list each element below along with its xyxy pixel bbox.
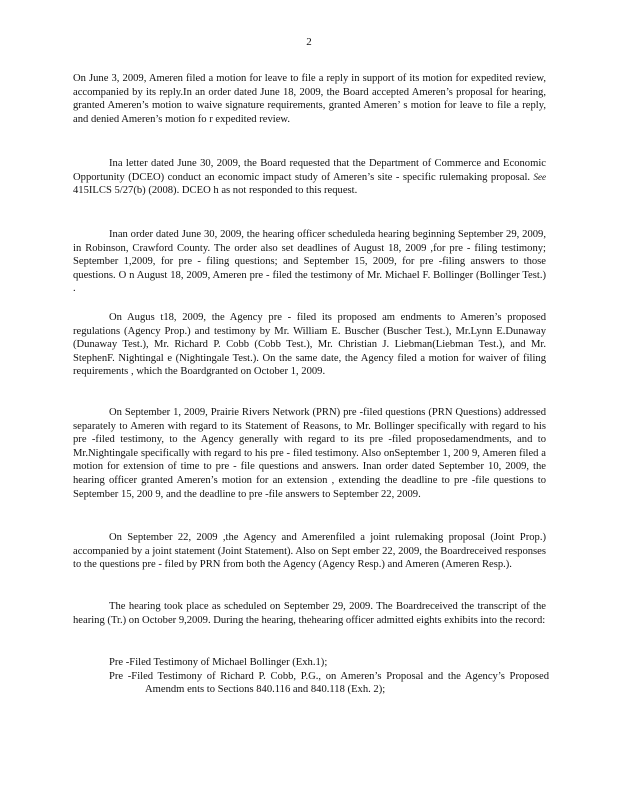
paragraph-3: Inan order dated June 30, 2009, the hearing officer scheduleda hearing beginning September 29, 2009, in Robinson, Crawford County. The order also set deadlines of August 18, 2009 ,for pre - filing testimony; September 1,2009, for pre - filing questions; and September 15, 2009, for pre -filing answers to those questions. O n August 18, 2009, Ameren pre - filed the testimony of Mr. Michael F. Bollinger (Bollinger Test.) . — [73, 229, 546, 295]
paragraph-6: On September 22, 2009 ,the Agency and Amerenfiled a joint rulemaking proposal (Joint Prop.) accompanied by a joint statement (Joint Statement). Also on Sept ember 22, 2009, the Boardreceived responses to the questions pre - filed by PRN from both the Agency (Agency Resp.) and Ameren (Ameren Resp.). — [73, 532, 546, 571]
paragraph-1: On June 3, 2009, Ameren filed a motion for leave to file a reply in support of its motion for expedited review, accompanied by its reply.In an order dated June 18, 2009, the Board accepted Ameren’s proposal for hearing, granted Ameren’s motion to waive signature requirements, granted Ameren’ s motion for leave to file a reply, and denied Ameren’s motion fo r expedited review. — [73, 73, 546, 125]
paragraph-2 — [73, 157, 546, 198]
citation-tail: DCEO h as not responded to this request. — [181, 185, 358, 197]
page-number: 2 — [306, 36, 312, 48]
exhibit-item: Pre -Filed Testimony of Richard P. Cobb, P.G., on Ameren’s Proposal and the Agency’s Proposed Amendm ents to Sections 840.116 and 840.118 (Exh. 2); — [109, 670, 549, 696]
paragraph-4: On Augus t18, 2009, the Agency pre - filed its proposed am endments to Ameren’s proposed regulations (Agency Prop.) and testimony by Mr. William E. Buscher (Buscher Test.), Mr.Lynn E.Dunaway (Dunaway Test.), Mr. Richard P. Cobb (Cobb Test.), Mr. Christian J. Liebman(Liebman Test.), and Mr. StephenF. Nightingal e (Nightingale Test.). On the same date, the Agency filed a motion for waiver of filing requirements , which the Boardgranted on October 1, 2009. — [73, 312, 546, 378]
exhibit-list — [109, 656, 549, 697]
exhibit-item: Pre -Filed Testimony of Michael Bollinger (Exh.1); — [109, 657, 328, 668]
paragraph-2-text: Ina letter dated June 30, 2009, the Board requested that the Department of Commerce and Economic Opportunity (DCEO) conduct an economic impact study of Ameren’s site - specific rulemaking proposal. — [73, 158, 546, 183]
citation-reference: 415ILCS 5/27(b) (2008). — [73, 185, 180, 197]
citation-see: See — [533, 171, 546, 182]
paragraph-5: On September 1, 2009, Prairie Rivers Network (PRN) pre -filed questions (PRN Questions) addressed separately to Ameren with regard to its Statement of Reasons, to Mr. Bollinger specifically with regard to his pre -filed testimony, to the Agency generally with regard to its pre -filed proposedamendments, and to Mr.Nightingale specifically with regard to his pre - filed testimony. Also onSeptember 1, 200 9, Ameren filed a motion for extension of time to pre - file questions and answers. Inan order dated September 10, 2009, the hearing officer granted Ameren’s motion for an extension , extending the deadline to pre -file questions to September 15, 200 9, and the deadline to pre -file answers to September 22, 2009. — [73, 407, 546, 500]
paragraph-7: The hearing took place as scheduled on September 29, 2009. The Boardreceived the transcript of the hearing (Tr.) on October 9,2009. During the hearing, thehearing officer admitted eights exhibits into the record: — [73, 601, 546, 626]
